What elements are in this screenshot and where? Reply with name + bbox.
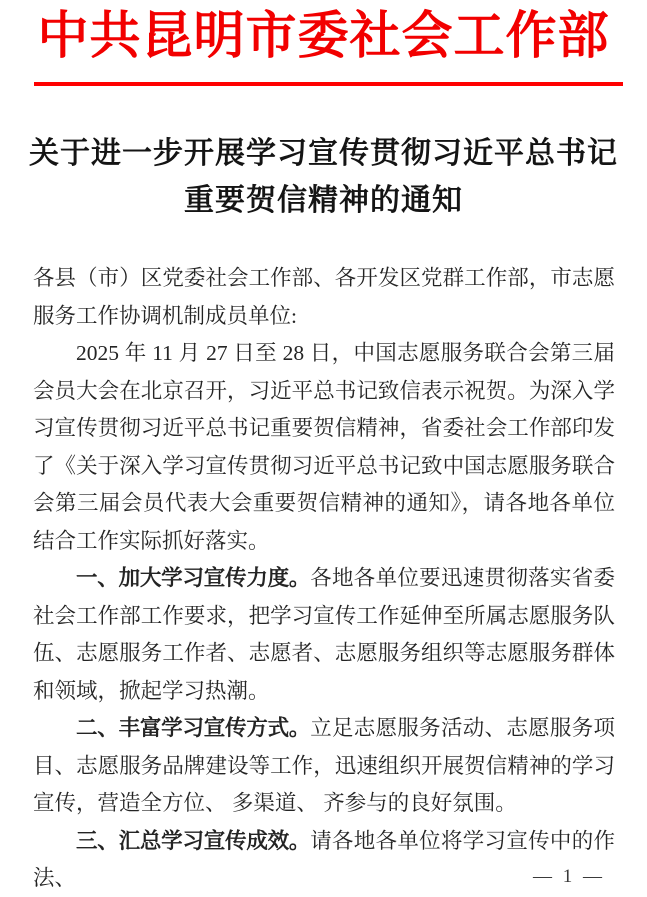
paragraph-section-2-lead: 二、丰富学习宣传方式。 xyxy=(76,716,311,740)
document-body xyxy=(33,260,615,897)
paragraph-section-2 xyxy=(33,710,615,823)
paragraph-section-2-text: 立足志愿服务活动、志愿服务项目、志愿服务品牌建设等工作，迅速组织开展贺信精神的学习宣传，营造全方位、 多渠道、 齐参与的良好氛围。 xyxy=(33,716,615,815)
paragraph-section-3-text: 请各地各单位将学习宣传中的作法、 xyxy=(33,828,615,890)
document-title xyxy=(0,130,647,224)
org-name: 中共昆明市委社会工作部 xyxy=(37,9,610,65)
paragraph-section-1-lead: 一、加大学习宣传力度。 xyxy=(76,566,311,590)
letterhead xyxy=(0,0,647,66)
salutation: 各县（市）区党委社会工作部、各开发区党群工作部，市志愿服务工作协调机制成员单位: xyxy=(33,266,615,328)
paragraph-section-1-text: 各地各单位要迅速贯彻落实省委社会工作部工作要求，把学习宣传工作延伸至所属志愿服务队伍、志愿服务工作者、志愿者、志愿服务组织等志愿服务群体和领域，掀起学习热潮。 xyxy=(33,566,615,703)
paragraph-intro-text: 2025 年 11 月 27 日至 28 日，中国志愿服务联合会第三届会员大会在北京召开，习近平总书记致信表示祝贺。为深入学习宣传贯彻习近平总书记重要贺信精神，省委社会工作部印发了《关于深入学习宣传贯彻习近平总书记致中国志愿服务联合会第三届会员代表大会重要贺信精神的通知》，请各地各单位结合工作实际抓好落实。 xyxy=(33,341,615,553)
document-title-line-1: 关于进一步开展学习宣传贯彻习近平总书记 xyxy=(29,137,618,170)
page-number: — 1 — xyxy=(533,866,605,887)
paragraph-section-1 xyxy=(33,560,615,710)
red-separator-rule xyxy=(34,82,623,86)
paragraph-section-3-lead: 三、汇总学习宣传成效。 xyxy=(76,828,311,853)
paragraph-intro xyxy=(33,335,615,560)
paragraph-section-3 xyxy=(33,823,615,897)
document-title-line-2: 重要贺信精神的通知 xyxy=(184,184,463,217)
